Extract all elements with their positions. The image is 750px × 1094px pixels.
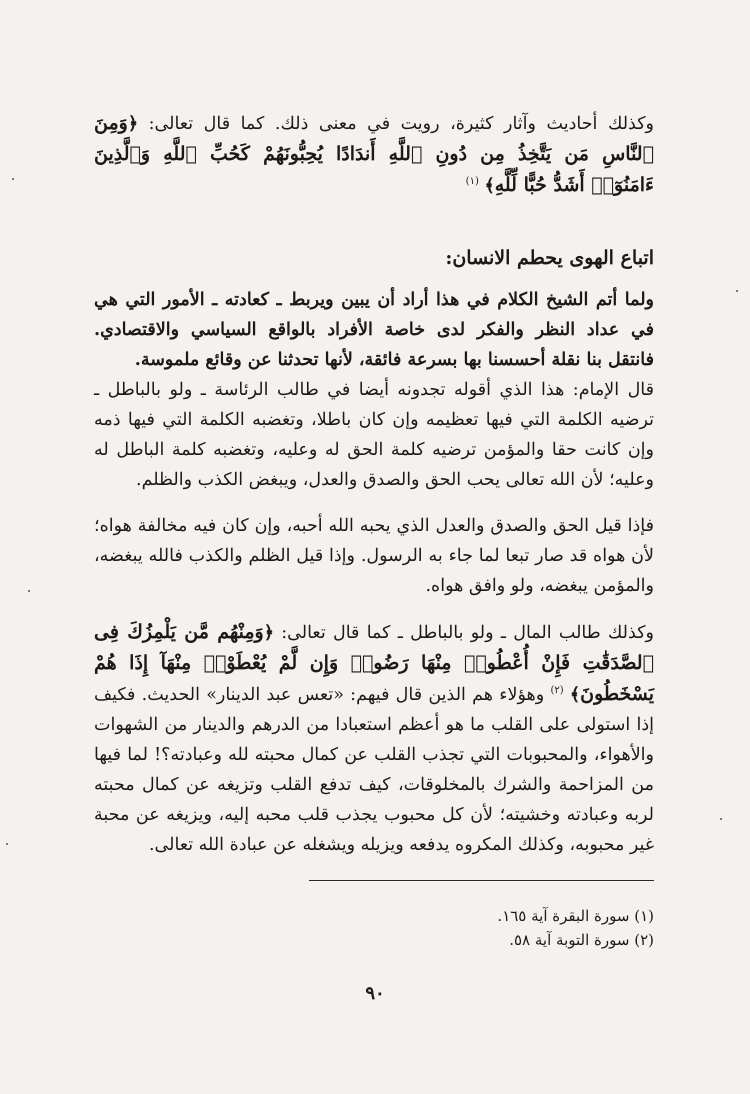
quran-open-bracket: ﴿ xyxy=(127,114,139,134)
intro-paragraph xyxy=(94,108,654,201)
scan-mark xyxy=(12,178,14,180)
scan-mark xyxy=(28,590,30,592)
footnote-divider xyxy=(309,880,654,881)
scan-mark xyxy=(6,843,8,845)
quran-close-bracket: ﴾ xyxy=(484,176,495,196)
truth-paragraph: فإذا قيل الحق والصدق والعدل الذي يحبه الله أحبه، وإن كان فيه مخالفة هواه؛ لأن هواه قد صار تبعا لما جاء به الرسول. وإذا قيل الظلم والكذب فالله يبغضه، والمؤمن يبغضه، ولو وافق هواه. xyxy=(94,516,654,596)
footnote-ref-2: (٢) xyxy=(550,685,564,697)
wealth-rest: وهؤلاء هم الذين قال فيهم: «تعس عبد الدينار» الحديث. فكيف إذا استولى على القلب ما هو أعظم استعبادا من الدرهم والدينار من الشهوات والأهواء، والمحبوبات التي تجذب القلب عن كمال محبته لله وعبادته؟! لما فيها من المزاحمة والشرك بالمخلوقات، كيف تدفع القلب وتزيغه عن كمال محبته لربه وعبادته وخشيته؛ لأن كل محبوب يجذب قلب محبه إليه، ويزيغه عن محبة غير محبوبه، وكذلك المكروه يدفعه ويزيله ويشغله عن عبادة الله تعالى. xyxy=(94,685,654,855)
imam-paragraph: قال الإمام: هذا الذي أقوله تجدونه أيضا في طالب الرئاسة ـ ولو بالباطل ـ ترضيه الكلمة التي فيها تعظيمه وإن كان باطلا، وتغضبه الكلمة التي فيها ذمه وإن كانت حقا والمؤمن ترضيه كلمة الحق له وعليه، وتغضبه كلمة الباطل له وعليه؛ لأن الله تعالى يحب الحق والصدق والعدل، ويبغض الكذب والظلم. xyxy=(94,380,654,490)
wealth-paragraph xyxy=(94,617,654,860)
page-number: ٩٠ xyxy=(365,983,385,1004)
intro-text: وكذلك أحاديث وآثار كثيرة، رويت في معنى ذلك. كما قال تعالى: xyxy=(148,114,654,134)
footnote-1: (١) سورة البقرة آية ١٦٥. xyxy=(497,907,654,925)
scan-mark xyxy=(720,818,722,820)
quran-close-bracket-2: ﴾ xyxy=(569,685,581,705)
scan-mark xyxy=(736,290,738,292)
footnote-2: (٢) سورة التوبة آية ٥٨. xyxy=(509,931,654,949)
page-body xyxy=(94,108,654,860)
quran-verse-tawbah: وَمِنْهُم مَّن يَلْمِزُكَ فِى ٱلصَّدَقَٰتِ فَإِنْ أُعْطُوا۟ مِنْهَا رَضُوا۟ وَإِن لَّمْ يُعْطَوْا۟ مِنْهَآ إِذَا هُمْ يَسْخَطُونَ xyxy=(94,621,654,705)
bold-paragraph: ولما أتم الشيخ الكلام في هذا أراد أن يبين ويربط ـ كعادته ـ الأمور التي هي في عداد النظر والفكر لدى خاصة الأفراد بالواقع السياسي والاقتصادي. فانتقل بنا نقلة أحسسنا بها بسرعة فائقة، لأنها تحدثنا عن وقائع ملموسة. xyxy=(94,290,654,370)
wealth-text: وكذلك طالب المال ـ ولو بالباطل ـ كما قال تعالى: xyxy=(281,623,654,643)
footnotes xyxy=(354,904,654,952)
footnote-ref-1: (١) xyxy=(465,176,479,188)
quran-open-bracket-2: ﴿ xyxy=(263,623,274,643)
section-heading: اتباع الهوى يحطم الانسان: xyxy=(445,247,654,269)
quran-verse-baqarah: وَمِنَ ٱلنَّاسِ مَن يَتَّخِذُ مِن دُونِ ٱللَّهِ أَندَادًا يُحِبُّونَهُمْ كَحُبِّ ٱللَّهِ وَٱلَّذِينَ ءَامَنُوٓا۟ أَشَدُّ حُبًّا لِّلَّهِ xyxy=(94,112,654,196)
